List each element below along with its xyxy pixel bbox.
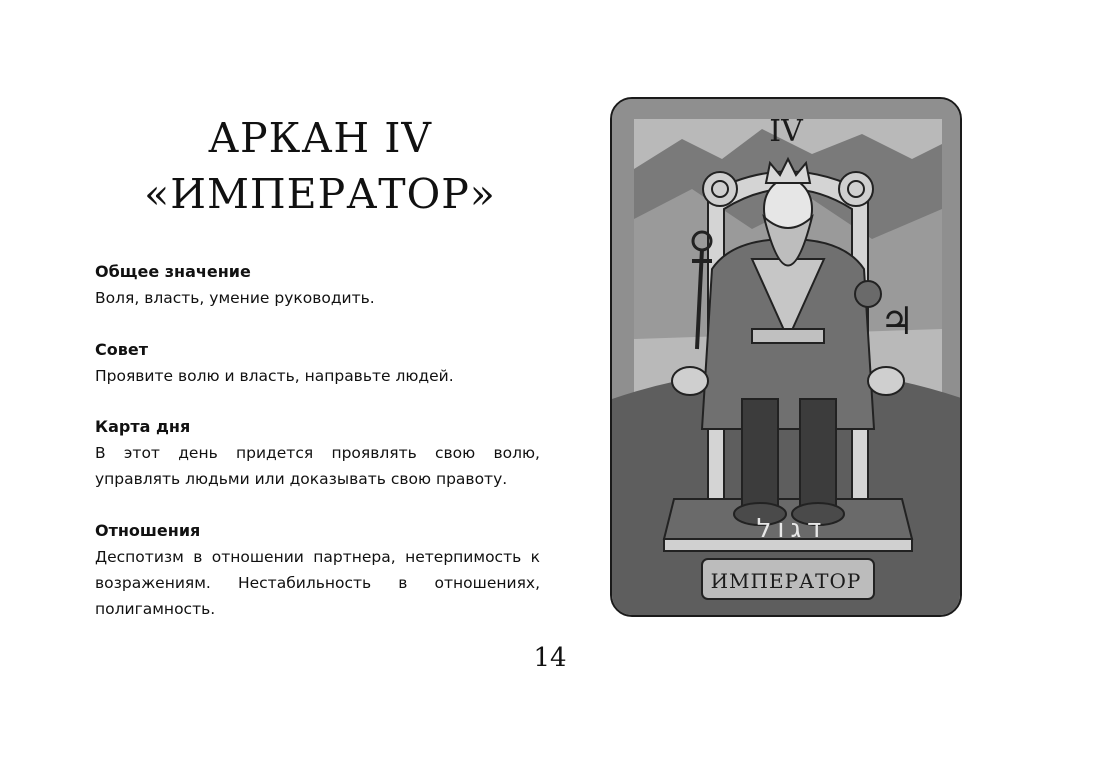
page-number: 14 [533,643,567,673]
card-name: ИМПЕРАТОР [710,569,862,593]
card-hebrew-text: דגול [756,514,828,544]
section-advice [95,337,540,389]
jupiter-symbol-icon: ♃ [880,299,915,343]
section-title: Отношения [95,521,201,540]
section-relationships [95,518,540,622]
title-line-name: «ИМПЕРАТОР» [144,170,496,218]
title-line-arcana: АРКАН IV [207,114,432,162]
section-card-of-day [95,414,540,492]
section-text: Проявите волю и власть, направьте людей. [95,367,454,385]
tarot-card-emperor [610,97,962,617]
card-numeral: IV [769,114,803,149]
section-title: Карта дня [95,417,191,436]
section-title: Совет [95,340,148,359]
section-text: В этот день придется проявлять свою волю, управлять людьми или доказывать свою правоту. [95,444,540,488]
section-general-meaning [95,259,540,311]
section-text: Деспотизм в отношении партнера, нетерпимость к возражениям. Нестабильность в отношениях, полигамность. [95,548,540,618]
section-text: Воля, власть, умение руководить. [95,289,375,307]
section-title: Общее значение [95,262,251,281]
page-title [95,110,545,222]
